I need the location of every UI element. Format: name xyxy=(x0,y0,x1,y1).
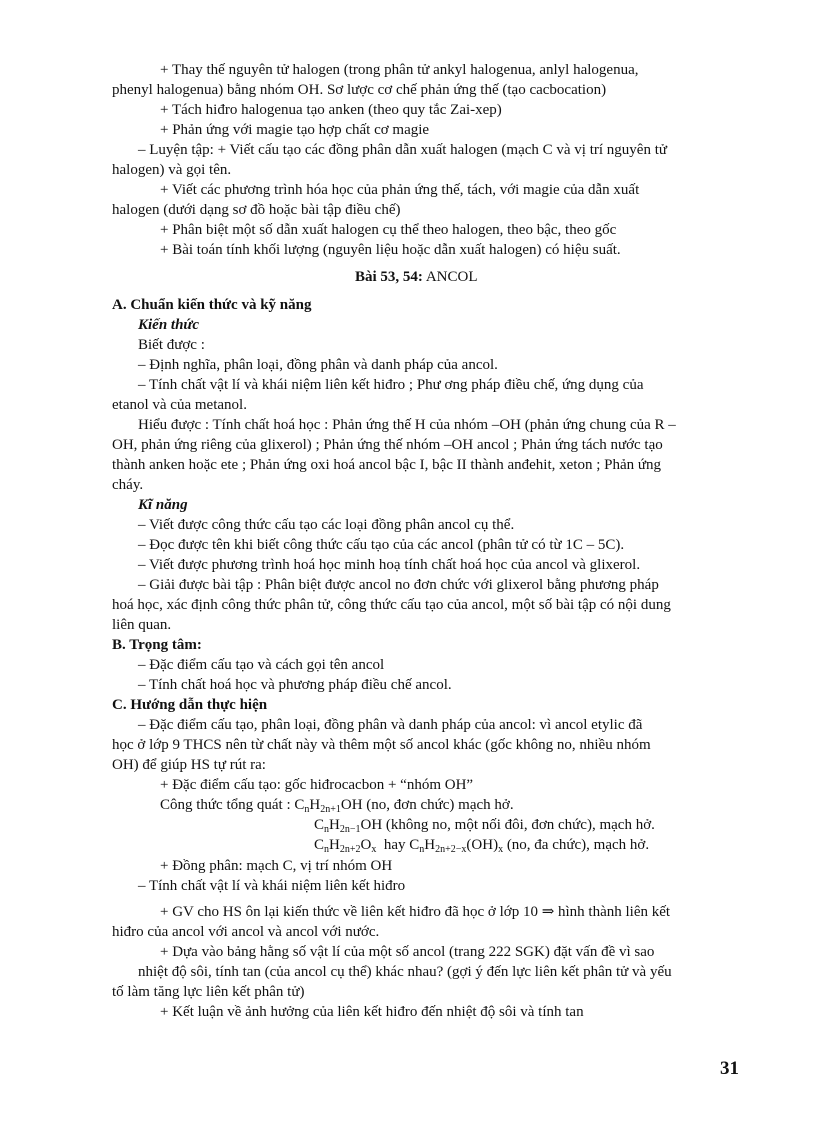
section-a-heading: A. Chuẩn kiến thức và kỹ năng xyxy=(112,297,312,313)
text-line: thành anken hoặc ete ; Phản ứng oxi hoá ancol bậc I, bậc II thành anđehit, xeton ; Phản ứng xyxy=(112,457,662,473)
formula-line: $C_nH_{2n+2}O_x$ hay $C_nH_{2n+2-x}(OH)_x$ (no, đa chức), mạch hở. xyxy=(314,837,650,855)
text-line: halogen) và gọi tên. xyxy=(112,162,232,178)
text-line: hoá học, xác định công thức phân tử, công thức cấu tạo của ancol, một số bài tập có nội dung xyxy=(112,597,671,613)
text-line: + Phân biệt một số dẫn xuất halogen cụ thể theo halogen, theo bậc, theo gốc xyxy=(160,222,617,238)
formula-note: (không no, một nối đôi, đơn chức), mạch hở. xyxy=(385,817,655,833)
text-line: + Đồng phân: mạch C, vị trí nhóm OH xyxy=(160,858,393,874)
text-line: – Tính chất hoá học và phương pháp điều chế ancol. xyxy=(138,677,452,693)
section-b-heading: B. Trọng tâm: xyxy=(112,637,202,653)
lesson-name: ANCOL xyxy=(422,269,478,285)
text-line: + Đặc điểm cấu tạo: gốc hiđrocacbon + “nhóm OH” xyxy=(160,777,474,793)
text-line: Hiểu được : Tính chất hoá học : Phản ứng thế H của nhóm –OH (phản ứng chung của R – xyxy=(138,417,676,433)
text-line: cháy. xyxy=(112,477,144,493)
text-line: + Thay thế nguyên tử halogen (trong phân tử ankyl halogenua, anlyl halogenua, xyxy=(160,62,639,78)
subheading-ki-nang: Kĩ năng xyxy=(138,497,188,513)
text-line: halogen (dưới dạng sơ đồ hoặc bài tập điều chế) xyxy=(112,202,401,218)
text-line: – Đọc được tên khi biết công thức cấu tạo của các ancol (phân tử có từ 1C – 5C). xyxy=(138,537,625,553)
lesson-number: Bài 53, 54: xyxy=(355,269,423,285)
text-line: – Viết được công thức cấu tạo các loại đồng phân ancol cụ thể. xyxy=(138,517,515,533)
text-line: + Phản ứng với magie tạo hợp chất cơ magie xyxy=(160,122,430,138)
formula-note: (no, đơn chức) mạch hở. xyxy=(366,797,514,813)
text-line: – Đặc điểm cấu tạo và cách gọi tên ancol xyxy=(138,657,385,673)
section-c-heading: C. Hướng dẫn thực hiện xyxy=(112,697,268,713)
text-line: hiđro của ancol với ancol và ancol với nước. xyxy=(112,924,380,940)
text-line: – Viết được phương trình hoá học minh hoạ tính chất hoá học của ancol và glixerol. xyxy=(138,557,641,573)
text-line: – Đặc điểm cấu tạo, phân loại, đồng phân và danh pháp của ancol: vì ancol etylic đã xyxy=(138,717,643,733)
text-line: + Bài toán tính khối lượng (nguyên liệu hoặc dẫn xuất halogen) có hiệu suất. xyxy=(160,242,621,258)
text-line: – Luyện tập: + Viết cấu tạo các đồng phân dẫn xuất halogen (mạch C và vị trí nguyên tử xyxy=(138,142,668,158)
text-line: nhiệt độ sôi, tính tan (của ancol cụ thể) khác nhau? (gợi ý đến lực liên kết phân tử và yếu xyxy=(138,964,672,980)
text-line: + Dựa vào bảng hằng số vật lí của một số ancol (trang 222 SGK) đặt vấn đề vì sao xyxy=(160,944,655,960)
lesson-title xyxy=(355,268,478,286)
text-line: liên quan. xyxy=(112,617,172,633)
text-line: OH) để giúp HS tự rút ra: xyxy=(112,757,266,773)
text-line: học ở lớp 9 THCS nên từ chất này và thêm một số ancol khác (gốc không no, nhiều nhóm xyxy=(112,737,651,753)
formula-note: (no, đa chức), mạch hở. xyxy=(506,837,650,853)
text-line: + Viết các phương trình hóa học của phản ứng thế, tách, với magie của dẫn xuất xyxy=(160,182,640,198)
text-line: OH, phản ứng riêng của glixerol) ; Phản ứng thế nhóm –OH ancol ; Phản ứng tách nước tạo xyxy=(112,437,663,453)
text-line: etanol và của metanol. xyxy=(112,397,247,413)
text-line: – Định nghĩa, phân loại, đồng phân và danh pháp của ancol. xyxy=(138,357,498,373)
formula-or: hay xyxy=(383,837,406,853)
formula-line: Công thức tổng quát : $C_nH_{2n+1}OH$ (no, đơn chức) mạch hở. xyxy=(160,797,514,815)
text-line: – Tính chất vật lí và khái niệm liên kết hiđro xyxy=(138,878,406,894)
text-line: + Tách hiđro halogenua tạo anken (theo quy tắc Zai-xep) xyxy=(160,102,502,118)
text-line: – Tính chất vật lí và khái niệm liên kết hiđro ; Phư ơng pháp điều chế, ứng dụng của xyxy=(138,377,644,393)
text-line: tố làm tăng lực liên kết phân tử) xyxy=(112,984,305,1000)
text-line: + GV cho HS ôn lại kiến thức về liên kết hiđro đã học ở lớp 10 ⇒ hình thành liên kết xyxy=(160,904,671,920)
page-number: 31 xyxy=(720,1058,739,1079)
text-line: Biết được : xyxy=(138,337,205,353)
text-line: – Giải được bài tập : Phân biệt được ancol no đơn chức với glixerol bằng phương pháp xyxy=(138,577,659,593)
formula-line: $C_nH_{2n-1}OH$ (không no, một nối đôi, đơn chức), mạch hở. xyxy=(314,817,655,835)
text-line: phenyl halogenua) bằng nhóm OH. Sơ lược cơ chế phản ứng thế (tạo cacbocation) xyxy=(112,82,607,98)
subheading-kien-thuc: Kiến thức xyxy=(138,317,200,333)
formula-label: Công thức tổng quát : xyxy=(160,797,291,813)
text-line: + Kết luận về ảnh hưởng của liên kết hiđro đến nhiệt độ sôi và tính tan xyxy=(160,1004,584,1020)
